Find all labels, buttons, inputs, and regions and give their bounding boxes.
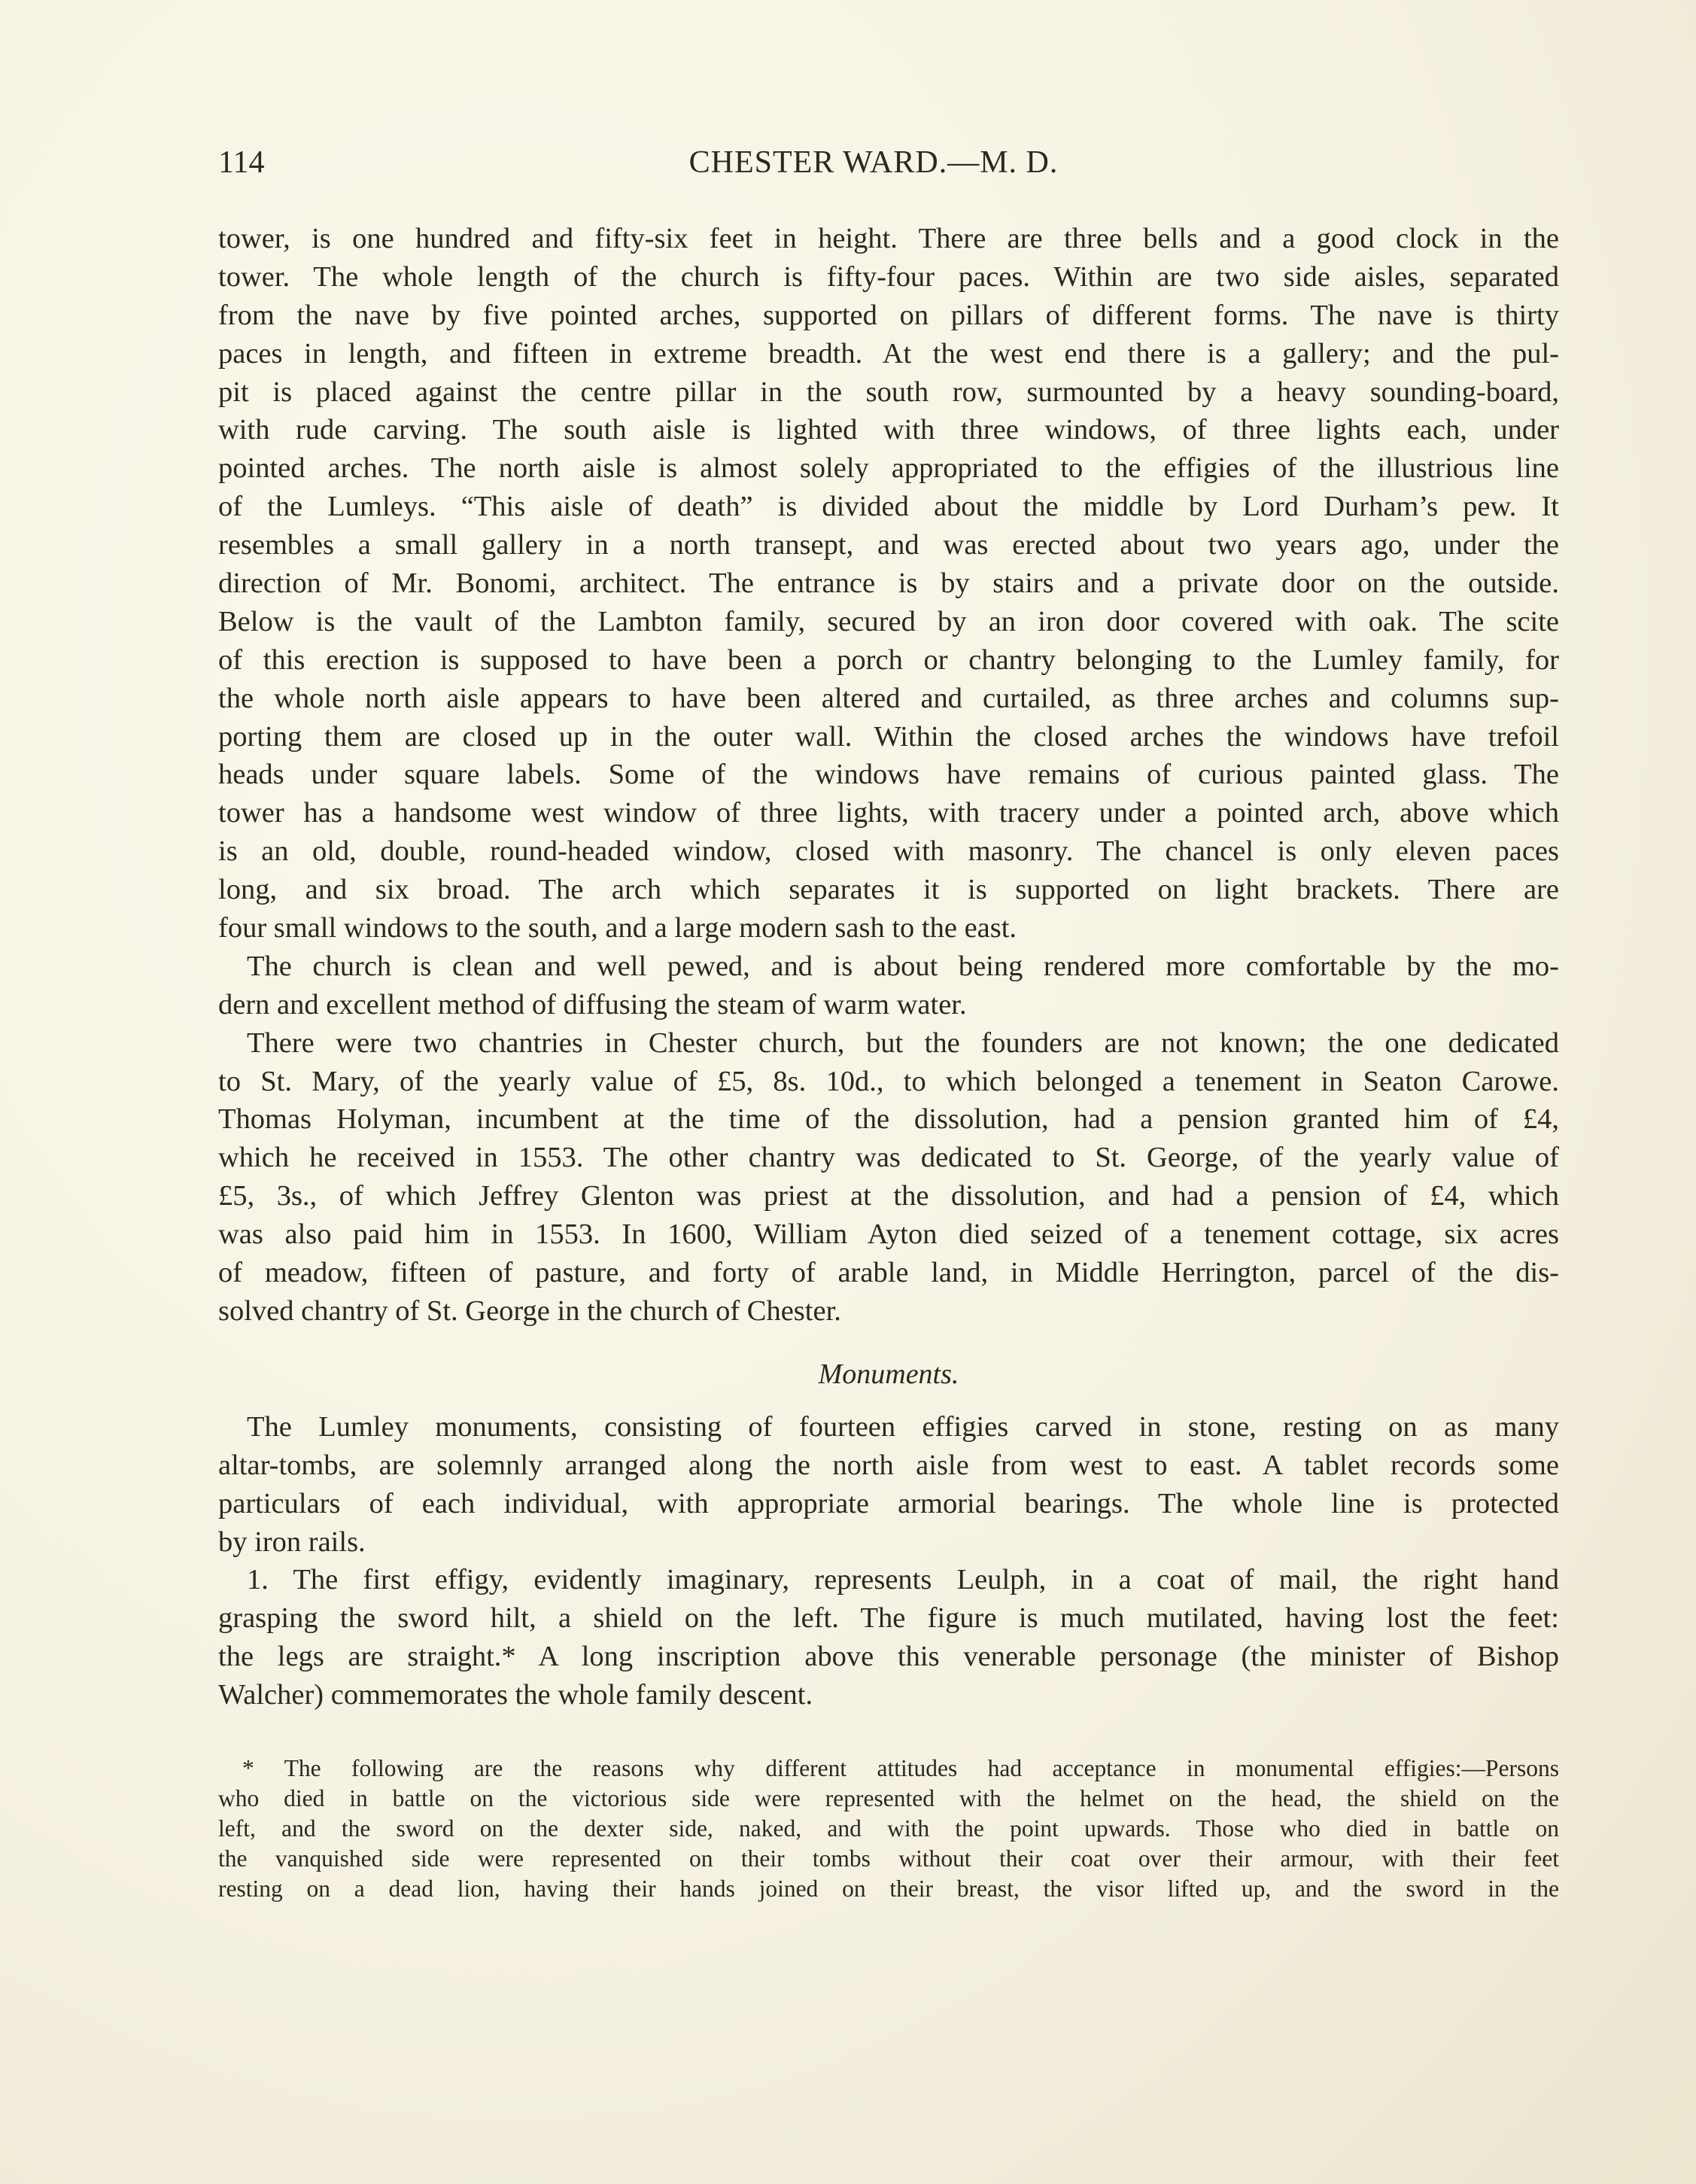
paragraph [218,1408,1559,1562]
text-line: dern and excellent method of diffusing the steam of warm water. [218,988,967,1021]
text-line: 1. The first effigy, evidently imaginary, represents Leulph, in a coat of mail, the right hand [247,1564,1559,1596]
running-header [218,144,1559,190]
running-title: CHESTER WARD.—M. D. [688,145,1059,180]
text-line: by iron rails. [218,1525,366,1558]
footnote-line: the vanquished side were represented on their tombs without their coat over their armour, with their feet [218,1845,1559,1872]
paragraphs-after-heading [218,1408,1559,1714]
text-line: of meadow, fifteen of pasture, and forty of arable land, in Middle Herrington, parcel of the dis- [218,1257,1559,1289]
footnote [218,1754,1559,1904]
footnote-line: left, and the sword on the dexter side, naked, and with the point upwards. Those who died in battle on [218,1814,1559,1842]
text-line: particulars of each individual, with appropriate armorial bearings. The whole line is protected [218,1487,1559,1519]
text-line: of this erection is supposed to have been a porch or chantry belonging to the Lumley family, for [218,643,1559,676]
text-line: porting them are closed up in the outer wall. Within the closed arches the windows have trefoil [218,720,1559,753]
text-line: Below is the vault of the Lambton family, secured by an iron door covered with oak. The scite [218,605,1559,637]
text-line: tower has a handsome west window of three lights, with tracery under a pointed arch, above which [218,797,1559,829]
text-line: is an old, double, round-headed window, closed with masonry. The chancel is only eleven paces [218,835,1559,868]
text-line: with rude carving. The south aisle is lighted with three windows, of three lights each, under [218,414,1559,446]
text-line: to St. Mary, of the yearly value of £5, 8s. 10d., to which belonged a tenement in Seaton Carowe. [218,1065,1559,1097]
text-line: Thomas Holyman, incumbent at the time of the dissolution, had a pension granted him of £4, [218,1103,1559,1136]
text-line: tower, is one hundred and fifty-six feet in height. There are three bells and a good clock in the [218,223,1559,254]
footnote-line: who died in battle on the victorious side were represented with the helmet on the head, the shield on the [218,1784,1559,1811]
text-line: pit is placed against the centre pillar in the south row, surmounted by a heavy sounding-board, [218,376,1559,408]
page-number: 114 [218,145,265,180]
page-body [218,220,1559,1904]
paragraph [218,1561,1559,1714]
section-heading: Monuments. [818,1358,959,1390]
text-line: tower. The whole length of the church is fifty-four paces. Within are two side aisles, separated [218,260,1559,293]
paragraphs-before-heading [218,220,1559,1331]
text-line: heads under square labels. Some of the windows have remains of curious painted glass. The [218,759,1559,791]
paragraph [218,948,1559,1024]
text-line: which he received in 1553. The other chantry was dedicated to St. George, of the yearly value of [218,1142,1559,1174]
text-line: of the Lumleys. “This aisle of death” is divided about the middle by Lord Durham’s pew. It [218,491,1559,523]
text-line: was also paid him in 1553. In 1600, William Ayton died seized of a tenement cottage, six acres [218,1218,1559,1251]
text-line: four small windows to the south, and a large modern sash to the east. [218,912,1017,944]
text-line: the whole north aisle appears to have been altered and curtailed, as three arches and columns sup- [218,682,1559,714]
paragraph [218,220,1559,948]
text-line: long, and six broad. The arch which separates it is supported on light brackets. There are [218,874,1559,906]
paragraph [218,1024,1559,1331]
text-line: £5, 3s., of which Jeffrey Glenton was priest at the dissolution, and had a pension of £4, which [218,1180,1559,1212]
text-line: The Lumley monuments, consisting of fourteen effigies carved in stone, resting on as many [247,1410,1559,1443]
text-line: direction of Mr. Bonomi, architect. The entrance is by stairs and a private door on the outside. [218,567,1559,600]
text-line: the legs are straight.* A long inscription above this venerable personage (the minister of Bishop [218,1641,1559,1673]
text-line: altar-tombs, are solemnly arranged along the north aisle from west to east. A tablet records some [218,1449,1559,1481]
text-line: from the nave by five pointed arches, supported on pillars of different forms. The nave is thirty [218,299,1559,331]
text-line: There were two chantries in Chester church, but the founders are not known; the one dedicated [247,1027,1559,1059]
footnote-line: * The following are the reasons why different attitudes had acceptance in monumental effigies:—Persons [242,1754,1559,1781]
text-line: solved chantry of St. George in the church of Chester. [218,1294,841,1327]
text-line: grasping the sword hilt, a shield on the left. The figure is much mutilated, having lost the feet: [218,1602,1559,1635]
text-line: pointed arches. The north aisle is almost solely appropriated to the effigies of the illustrious line [218,452,1559,485]
text-line: paces in length, and fifteen in extreme breadth. At the west end there is a gallery; and the pul- [218,337,1559,370]
text-line: resembles a small gallery in a north transept, and was erected about two years ago, under the [218,529,1559,561]
text-line: Walcher) commemorates the whole family descent. [218,1679,813,1711]
text-line: The church is clean and well pewed, and is about being rendered more comfortable by the mo- [247,950,1559,982]
footnote-line: resting on a dead lion, having their hands joined on their breast, the visor lifted up, and the sword in the [218,1875,1559,1902]
